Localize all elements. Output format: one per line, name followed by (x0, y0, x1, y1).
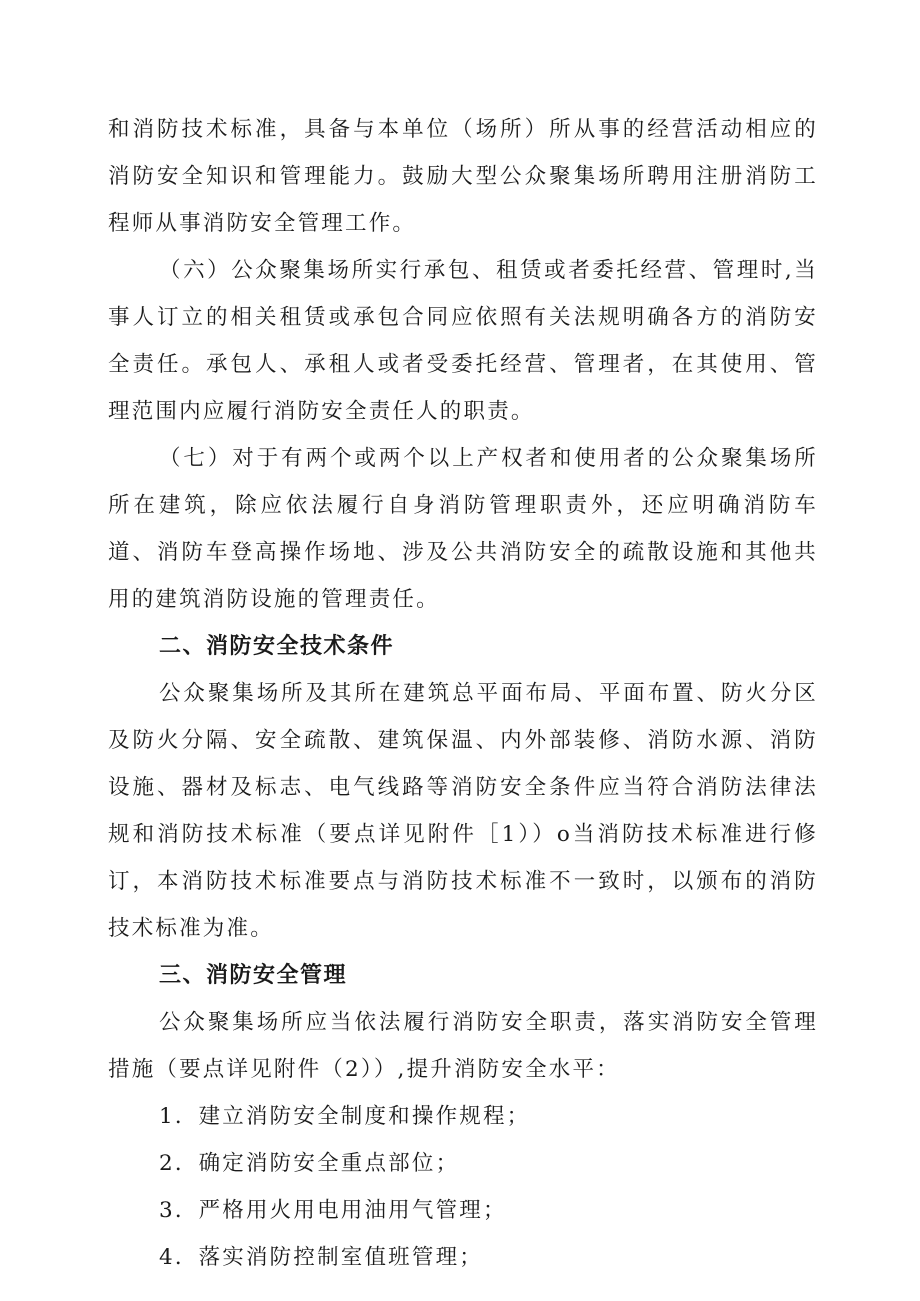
list-item: 3．严格用火用电用油用气管理； (159, 1198, 507, 1223)
paragraph-item-6: （六）公众聚集场所实行承包、租赁或者委托经营、管理时,当事人订立的相关租赁或承包合同应依照有关法规明确各方的消防安全责任。承包人、承租人或者受委托经营、管理者，在其使用、管理范围内应履行消防安全责任人的职责。 (108, 258, 818, 424)
section-heading-3: 三、消防安全管理 (159, 963, 348, 988)
list-item: 2．确定消防安全重点部位； (159, 1151, 460, 1176)
paragraph-management-intro: 公众聚集场所应当依法履行消防安全职责，落实消防安全管理措施（要点详见附件（2））,提升消防安全水平： (108, 1010, 818, 1082)
document-page (108, 108, 818, 1281)
list-item: 4．落实消防控制室值班管理； (159, 1245, 483, 1270)
paragraph-continuation: 和消防技术标准，具备与本单位（场所）所从事的经营活动相应的消防安全知识和管理能力。鼓励大型公众聚集场所聘用注册消防工程师从事消防安全管理工作。 (108, 117, 818, 236)
list-item: 1．建立消防安全制度和操作规程； (159, 1104, 531, 1129)
paragraph-technical-conditions: 公众聚集场所及其所在建筑总平面布局、平面布置、防火分区及防火分隔、安全疏散、建筑保温、内外部装修、消防水源、消防设施、器材及标志、电气线路等消防安全条件应当符合消防法律法规和消防技术标准（要点详见附件［1））o当消防技术标准进行修订，本消防技术标准要点与消防技术标准不一致时，以颁布的消防技术标准为准。 (108, 681, 818, 941)
paragraph-item-7: （七）对于有两个或两个以上产权者和使用者的公众聚集场所所在建筑，除应依法履行自身消防管理职责外，还应明确消防车道、消防车登高操作场地、涉及公共消防安全的疏散设施和其他共用的建筑消防设施的管理责任。 (108, 446, 818, 612)
section-heading-2: 二、消防安全技术条件 (159, 634, 395, 659)
